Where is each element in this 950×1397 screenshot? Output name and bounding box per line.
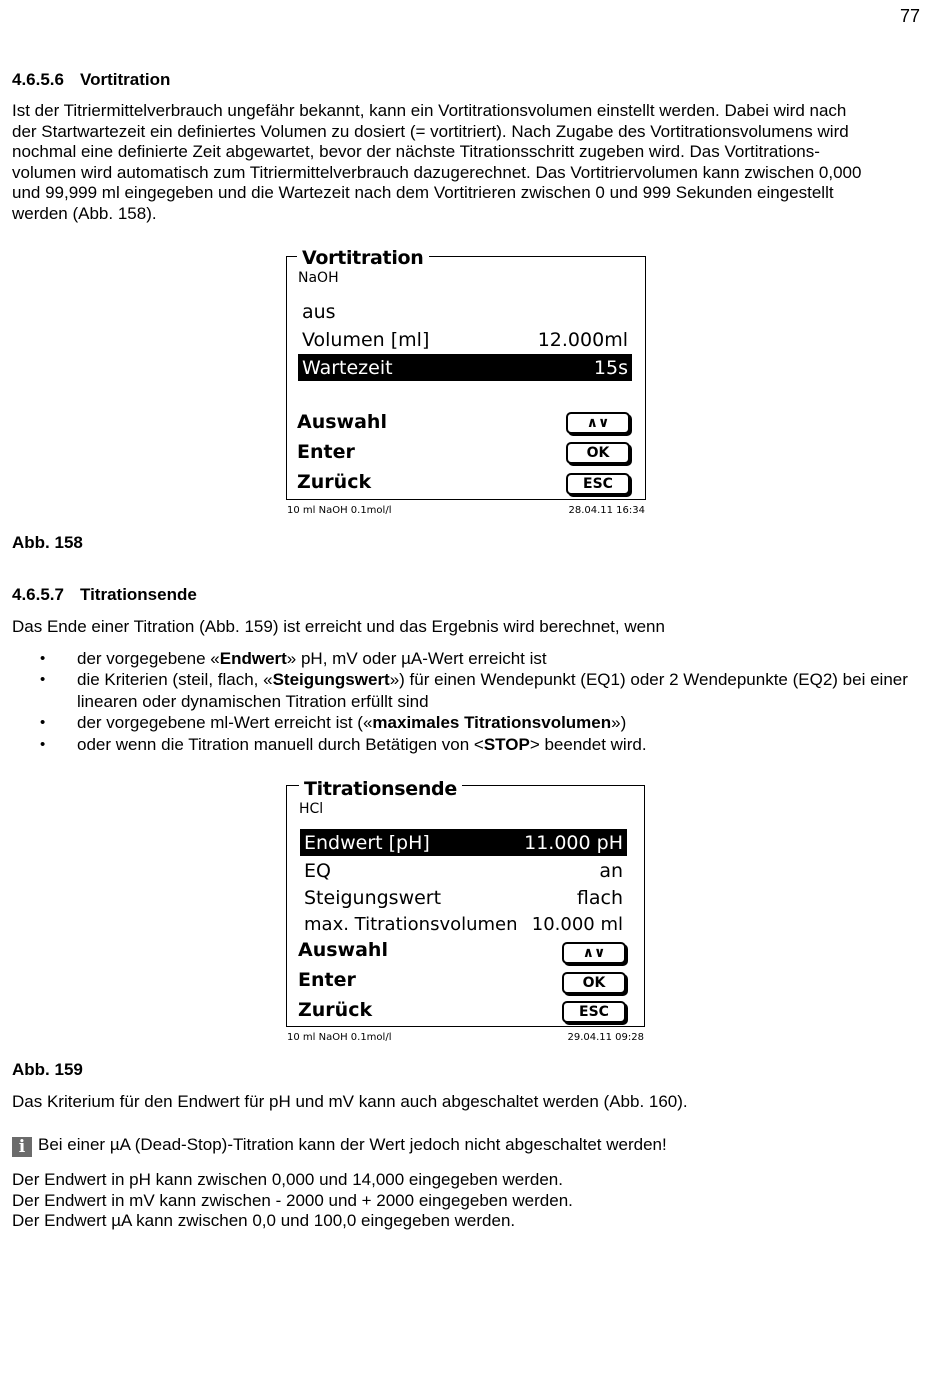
ok-button[interactable]: OK: [562, 972, 626, 994]
status-datetime: 29.04.11 09:28: [567, 1032, 644, 1043]
esc-button[interactable]: ESC: [562, 1001, 626, 1023]
section-number: 4.6.5.7: [12, 585, 64, 604]
figure-caption-158: Abb. 158: [12, 533, 83, 552]
key-label-zurueck: Zurück: [297, 471, 372, 493]
arrow-keys-button[interactable]: ∧∨: [562, 942, 626, 964]
bold-term: maximales Titrationsvolumen: [372, 713, 612, 733]
paragraph-line: werden (Abb. 158).: [12, 203, 157, 223]
row-value: 15s: [593, 356, 628, 379]
section-heading-vortitration: [12, 70, 170, 90]
list-item: • der vorgegebene ml-Wert erreicht ist («maximales Titrationsvolumen»): [40, 712, 920, 733]
bold-term: Steigungswert: [272, 670, 390, 690]
menu-row-aus[interactable]: [298, 298, 632, 325]
range-line: Der Endwert µA kann zwischen 0,0 und 100,0 eingegeben werden.: [12, 1211, 516, 1231]
esc-button[interactable]: ESC: [566, 473, 630, 495]
list-item: • der vorgegebene «Endwert» pH, mV oder µA-Wert erreicht ist: [40, 648, 920, 669]
status-reagent: 10 ml NaOH 0.1mol/l: [287, 1032, 392, 1043]
titrationsende-intro: Das Ende einer Titration (Abb. 159) ist erreicht und das Ergebnis wird berechnet, wenn: [12, 617, 665, 636]
menu-row-steigungswert[interactable]: [300, 884, 627, 911]
status-reagent: 10 ml NaOH 0.1mol/l: [287, 505, 392, 516]
menu-row-volumen[interactable]: [298, 326, 632, 353]
figure-caption-159: Abb. 159: [12, 1060, 83, 1079]
section-number: 4.6.5.6: [12, 70, 64, 89]
section-title: Titrationsende: [80, 585, 197, 604]
paragraph-line: volumen wird automatisch zum Titriermittelverbrauch dazugerechnet. Das Vortitriervolumen kann zwischen 0,000: [12, 162, 862, 182]
row-value: 10.000 ml: [531, 914, 623, 935]
menu-row-wartezeit-selected[interactable]: [298, 354, 632, 381]
device-screen-titrationsende: [282, 777, 652, 1047]
range-description: [12, 1170, 573, 1232]
paragraph-line: und 99,999 ml eingegeben und die Wartezeit nach dem Vortitrieren zwischen 0 und 999 Sekunden eingestellt: [12, 183, 834, 203]
criteria-list: [40, 648, 920, 755]
key-label-enter: Enter: [298, 969, 356, 991]
vortitration-paragraph: [12, 101, 920, 225]
row-label: aus: [302, 300, 336, 323]
menu-row-endwert-selected[interactable]: [300, 829, 627, 856]
range-line: Der Endwert in pH kann zwischen 0,000 und 14,000 eingegeben werden.: [12, 1170, 563, 1189]
status-datetime: 28.04.11 16:34: [568, 505, 645, 516]
paragraph-line: der Startwartezeit ein definiertes Volumen zu dosiert (= vortitriert). Nach Zugabe des Vortitrationsvolumens wird: [12, 121, 849, 141]
key-label-auswahl: Auswahl: [297, 411, 387, 433]
arrow-keys-button[interactable]: ∧∨: [566, 412, 630, 434]
key-label-auswahl: Auswahl: [298, 939, 388, 961]
page-number: 77: [899, 6, 920, 26]
section-title: Vortitration: [80, 70, 171, 89]
screen-subtitle: HCl: [299, 801, 324, 817]
info-icon: i: [12, 1137, 32, 1157]
row-value: 12.000ml: [537, 328, 628, 351]
row-label: Endwert [pH]: [304, 831, 430, 854]
row-label: Volumen [ml]: [302, 328, 430, 351]
list-item: • die Kriterien (steil, flach, «Steigungswert») für einen Wendepunkt (EQ1) oder 2 Wendepunkte (EQ2) bei einer linearen oder dynamischen Titration erfüllt sind: [40, 669, 920, 712]
menu-row-eq[interactable]: [300, 857, 627, 884]
status-bar: [287, 505, 645, 516]
row-value: flach: [576, 886, 623, 909]
row-value: an: [599, 859, 623, 882]
device-screen-vortitration: [280, 248, 652, 520]
ok-button[interactable]: OK: [566, 442, 630, 464]
notice-line: [12, 1135, 667, 1157]
menu-row-max-titrationsvolumen[interactable]: [300, 911, 627, 938]
row-label: Steigungswert: [304, 886, 442, 909]
row-label: Wartezeit: [302, 356, 393, 379]
bold-term: STOP: [483, 734, 530, 754]
status-bar: [287, 1032, 644, 1043]
endwert-switch-off-text: Das Kriterium für den Endwert für pH und mV kann auch abgeschaltet werden (Abb. 160).: [12, 1092, 688, 1111]
notice-text: Bei einer µA (Dead-Stop)-Titration kann der Wert jedoch nicht abgeschaltet werden!: [38, 1135, 667, 1154]
paragraph-line: nochmal eine definierte Zeit abgewartet, bevor der nächste Titrationsschritt zugeben wird. Das Vortitrations-: [12, 142, 820, 162]
key-label-enter: Enter: [297, 441, 355, 463]
bold-term: Endwert: [219, 649, 287, 668]
screen-title: Vortitration: [297, 247, 429, 269]
screen-subtitle: NaOH: [298, 270, 339, 286]
row-label: EQ: [304, 859, 331, 882]
section-heading-titrationsende: [12, 585, 197, 605]
paragraph-line: Ist der Titriermittelverbrauch ungefähr bekannt, kann ein Vortitrationsvolumen einstellt werden. Dabei wird nach: [12, 101, 847, 120]
screen-title: Titrationsende: [299, 778, 462, 800]
list-item: • oder wenn die Titration manuell durch Betätigen von <STOP> beendet wird.: [40, 734, 920, 755]
row-label: max. Titrationsvolumen: [304, 914, 518, 935]
range-line: Der Endwert in mV kann zwischen - 2000 und + 2000 eingegeben werden.: [12, 1190, 573, 1210]
key-label-zurueck: Zurück: [298, 999, 373, 1021]
row-value: 11.000 pH: [524, 831, 623, 854]
